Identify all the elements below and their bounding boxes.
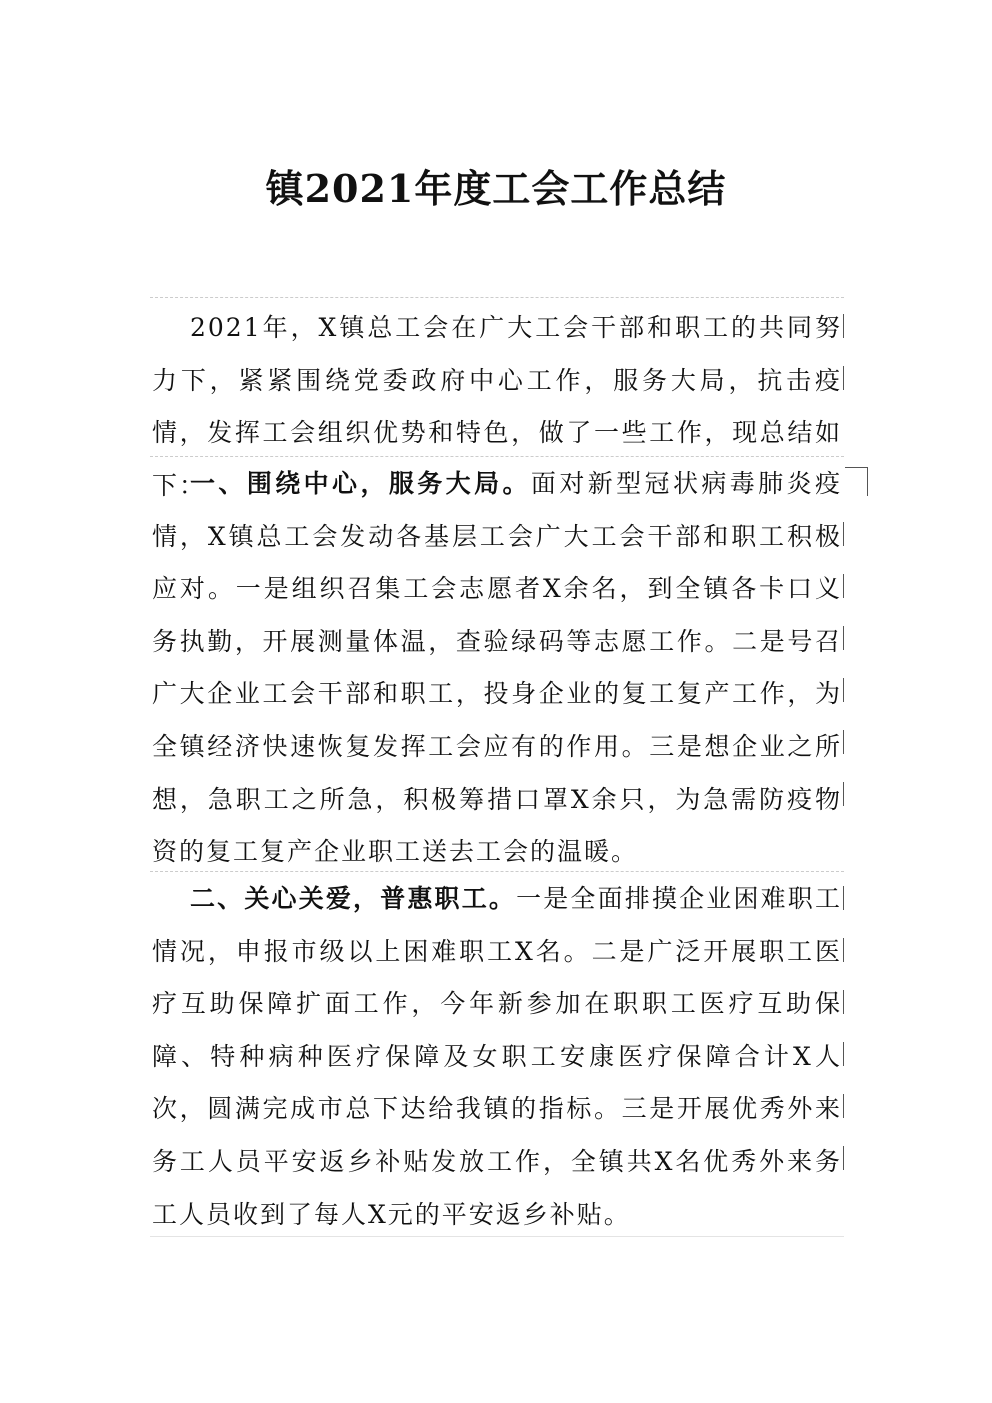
revision-bar: [843, 1094, 844, 1118]
revision-bar: [843, 1042, 844, 1066]
section-1-paragraph: [152, 458, 842, 879]
revision-bar: [843, 314, 844, 338]
paragraph-lead: 二、关心关爱，普惠职工。: [190, 884, 517, 913]
revision-bar: [843, 730, 844, 754]
section-divider: [150, 297, 844, 298]
section-divider: [150, 456, 844, 457]
revision-bar: [843, 990, 844, 1014]
revision-bar: [843, 1146, 844, 1170]
section-2-paragraph: [152, 873, 842, 1241]
paragraph-text: 2021年，X镇总工会在广大工会干部和职工的共同努力下，紧紧围绕党委政府中心工作，服务大局，抗击疫情，发挥工会组织优势和特色，做了一些工作，现总结如下：: [152, 313, 842, 500]
revision-bar: [843, 678, 844, 702]
revision-bar: [843, 522, 844, 546]
revision-bar: [843, 782, 844, 806]
paragraph-text: 面对新型冠状病毒肺炎疫情，X镇总工会发动各基层工会广大工会干部和职工积极应对。一是组织召集工会志愿者X余名，到全镇各卡口义务执勤，开展测量体温，查验绿码等志愿工作。二是号召广大企业工会干部和职工，投身企业的复工复产工作，为全镇经济快速恢复发挥工会应有的作用。三是想企业之所想，急职工之所急，积极筹措口罩X余只，为急需防疫物资的复工复产企业职工送去工会的温暖。: [152, 469, 842, 867]
revision-corner-mark: [845, 467, 868, 496]
revision-bar: [843, 938, 844, 962]
paragraph-text: 一是全面排摸企业困难职工情况，申报市级以上困难职工X名。二是广泛开展职工医疗互助保障扩面工作，今年新参加在职职工医疗互助保障、特种病种医疗保障及女职工安康医疗保障合计X人次，圆满完成市总下达给我镇的指标。三是开展优秀外来务工人员平安返乡补贴发放工作，全镇共X名优秀外来务工人员收到了每人X元的平安返乡补贴。: [152, 884, 842, 1229]
section-divider: [150, 1236, 844, 1237]
document-title: 镇2021年度工会工作总结: [265, 166, 727, 211]
section-divider: [150, 871, 844, 872]
paragraph-lead: 一、围绕中心，服务大局。: [190, 469, 531, 498]
revision-bar: [843, 574, 844, 598]
revision-bar: [843, 886, 844, 910]
revision-bar: [843, 366, 844, 390]
revision-bar: [843, 626, 844, 650]
